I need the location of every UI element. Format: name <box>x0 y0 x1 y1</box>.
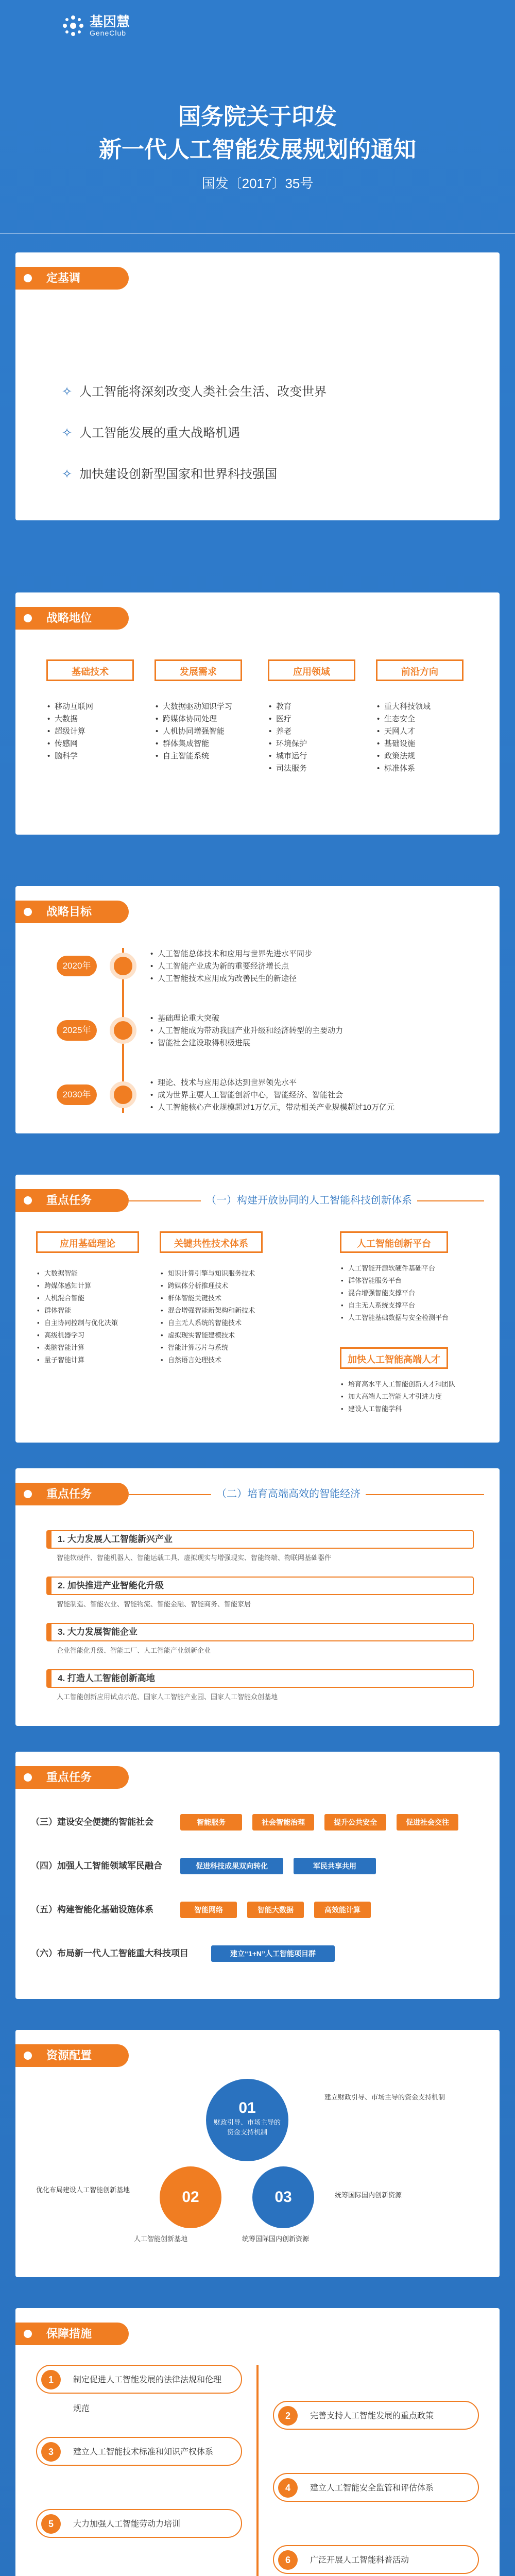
list-item: • 司法服务 <box>268 762 307 775</box>
task-tag: 社会智能治理 <box>252 1814 314 1831</box>
header <box>0 0 515 268</box>
task-bar: 4. 打造人工智能创新高地 <box>46 1669 474 1688</box>
step-item <box>36 2509 242 2538</box>
title-line1: 国务院关于印发 <box>178 104 337 129</box>
section-subtitle: （二）培育高端高效的智能经济 <box>211 1484 366 1504</box>
list-item: • 人机协同增强智能 <box>154 725 232 738</box>
list-item: • 混合增强智能支撑平台 <box>340 1287 449 1299</box>
list-item: • 超级计算 <box>46 725 93 738</box>
list-item: • 脑科学 <box>46 750 93 762</box>
year-label: 2030年 <box>57 1084 97 1105</box>
section-title: 战略目标 <box>15 901 129 923</box>
timeline-dot <box>110 1081 136 1108</box>
list-item: • 虚拟现实智能建模技术 <box>160 1329 255 1342</box>
list-item: • 知识计算引擎与知识服务技术 <box>160 1267 255 1280</box>
list-item: • 天网人才 <box>376 725 431 738</box>
node-label: 统筹国际国内创新资源 <box>242 2235 310 2243</box>
list-item: • 自主无人系统支撑平台 <box>340 1299 449 1312</box>
section-title: 保障措施 <box>15 2323 129 2345</box>
list-item: • 量子智能计算 <box>36 1354 118 1366</box>
task-tag: 智能大数据 <box>247 1902 304 1918</box>
col-list <box>46 701 93 762</box>
center-circle <box>206 2079 288 2161</box>
col-head: 发展需求 <box>154 659 242 681</box>
tone-item: ✧ 人工智能发展的重大战略机遇 <box>62 422 240 440</box>
list-item: • 跨媒体感知计算 <box>36 1280 118 1292</box>
node-circle: 02 <box>160 2166 221 2228</box>
col-list <box>376 701 431 775</box>
list-item: • 成为世界主要人工智能创新中心，智能经济、智能社会 <box>149 1089 394 1101</box>
list-item: • 教育 <box>268 701 307 713</box>
step-item <box>273 2473 479 2502</box>
col-head: 应用领域 <box>268 659 355 681</box>
task-row-label: （五）构建智能化基础设施体系 <box>31 1905 153 1914</box>
step-item <box>36 2365 242 2413</box>
list-item: • 类脑智能计算 <box>36 1342 118 1354</box>
list-item: • 人工智能开源软硬件基础平台 <box>340 1262 449 1275</box>
goal-list <box>149 948 312 985</box>
list-item: • 人工智能产业成为新的重要经济增长点 <box>149 960 312 973</box>
year-label: 2020年 <box>57 956 97 976</box>
list-item: • 人工智能技术应用成为改善民生的新途径 <box>149 973 312 985</box>
col-list <box>340 1378 455 1415</box>
task-desc: 智能软硬件、智能机器人、智能运载工具、虚拟现实与增强现实、智能终端、物联网基础器件 <box>57 1554 332 1562</box>
brand-cn: 基因慧 <box>90 14 130 29</box>
section-title: 重点任务 <box>15 1189 129 1212</box>
list-item: • 自主协同控制与优化决策 <box>36 1317 118 1329</box>
step-num: 2 <box>278 2406 298 2426</box>
node-label: 人工智能创新基地 <box>134 2235 188 2243</box>
step-text: 建立人工智能技术标准和知识产权体系 <box>73 2448 214 2456</box>
task-tag: 建立“1+N”人工智能项目群 <box>211 1945 335 1962</box>
list-item: • 理论、技术与应用总体达到世界领先水平 <box>149 1077 394 1089</box>
list-item: • 跨媒体分析推理技术 <box>160 1280 255 1292</box>
section-resources <box>15 2030 500 2277</box>
list-item: • 政策法规 <box>376 750 431 762</box>
section-task-1 <box>15 1175 500 1443</box>
task-bar: 1. 大力发展人工智能新兴产业 <box>46 1530 474 1549</box>
list-item: • 养老 <box>268 725 307 738</box>
list-item: • 自然语言处理技术 <box>160 1354 255 1366</box>
task-tag: 促进科技成果双向转化 <box>180 1858 283 1874</box>
step-num: 3 <box>41 2442 61 2462</box>
col-list <box>154 701 232 762</box>
list-item: • 人工智能基础数据与安全检测平台 <box>340 1312 449 1324</box>
list-item: • 人机混合智能 <box>36 1292 118 1304</box>
step-item <box>273 2545 479 2574</box>
task-row-label: （三）建设安全便捷的智能社会 <box>31 1817 153 1827</box>
list-item: • 混合增强智能新架构和新技术 <box>160 1304 255 1317</box>
list-item: • 群体智能 <box>36 1304 118 1317</box>
section-title: 定基调 <box>15 267 129 290</box>
node-circle: 03 <box>252 2166 314 2228</box>
section-task-2 <box>15 1468 500 1726</box>
timeline-dot <box>110 953 136 979</box>
list-item: • 环境保护 <box>268 738 307 750</box>
section-title: 战略地位 <box>15 607 129 630</box>
goal-list <box>149 1077 394 1114</box>
task-desc: 企业智能化升级、智能工厂、人工智能产业创新企业 <box>57 1647 211 1654</box>
list-item: • 基础设施 <box>376 738 431 750</box>
list-item: • 大数据 <box>46 713 93 725</box>
section-title: 重点任务 <box>15 1483 129 1505</box>
list-item: • 高级机器学习 <box>36 1329 118 1342</box>
col-head: 前沿方向 <box>376 659 464 681</box>
task-tag: 军民共享共用 <box>294 1858 376 1874</box>
col-head: 人工智能创新平台 <box>340 1231 448 1253</box>
col-head: 应用基础理论 <box>36 1231 139 1253</box>
list-item: • 智能计算芯片与系统 <box>160 1342 255 1354</box>
list-item: • 移动互联网 <box>46 701 93 713</box>
list-item: • 跨媒体协同处理 <box>154 713 232 725</box>
list-item: • 标准体系 <box>376 762 431 775</box>
task-tag: 高效能计算 <box>314 1902 371 1918</box>
year-label: 2025年 <box>57 1020 97 1041</box>
col-head: 基础技术 <box>46 659 134 681</box>
task-tag: 促进社会交往 <box>397 1814 458 1831</box>
title-line2: 新一代人工智能发展规划的通知 <box>99 137 416 162</box>
list-item: • 城市运行 <box>268 750 307 762</box>
tone-item: ✧ 人工智能将深刻改变人类社会生活、改变世界 <box>62 381 327 399</box>
list-item: • 群体集成智能 <box>154 738 232 750</box>
task-tag: 提升公共安全 <box>324 1814 386 1831</box>
note-text: 建立财政引导、市场主导的资金支持机制 <box>324 2093 445 2101</box>
list-item: • 群体智能服务平台 <box>340 1275 449 1287</box>
task-bar: 3. 大力发展智能企业 <box>46 1623 474 1641</box>
step-text: 大力加强人工智能劳动力培训 <box>73 2520 181 2529</box>
list-item: • 加大高端人工智能人才引进力度 <box>340 1391 455 1403</box>
list-item: • 基础理论重大突破 <box>149 1012 343 1025</box>
logo-icon <box>62 14 84 37</box>
header-divider <box>0 233 515 234</box>
step-num: 6 <box>278 2550 298 2570</box>
step-item <box>36 2437 242 2466</box>
list-item: • 自主智能系统 <box>154 750 232 762</box>
list-item: • 建设人工智能学科 <box>340 1403 455 1415</box>
center-text: 财政引导、市场主导的资金支持机制 <box>213 2119 281 2136</box>
step-item <box>273 2401 479 2430</box>
list-item: • 传感网 <box>46 738 93 750</box>
step-num: 1 <box>41 2370 61 2389</box>
doc-number: 国发〔2017〕35号 <box>201 176 314 191</box>
col-list <box>160 1267 255 1366</box>
step-text: 完善支持人工智能发展的重点政策 <box>310 2412 434 2420</box>
note-text: 统筹国际国内创新资源 <box>335 2191 402 2199</box>
col-list <box>268 701 307 775</box>
list-item: • 群体智能关键技术 <box>160 1292 255 1304</box>
section-task-3 <box>15 1752 500 1999</box>
timeline-dot <box>110 1017 136 1044</box>
col-list <box>36 1267 118 1366</box>
section-strategic-position <box>15 592 500 835</box>
list-item: • 生态安全 <box>376 713 431 725</box>
goal-list <box>149 1012 343 1049</box>
brand-en: GeneClub <box>90 28 127 37</box>
col-head: 关键共性技术体系 <box>160 1231 263 1253</box>
step-text: 制定促进人工智能发展的法律法规和伦理规范 <box>73 2376 222 2413</box>
step-num: 4 <box>278 2478 298 2498</box>
section-goals <box>15 886 500 1133</box>
task-tag: 智能网络 <box>180 1902 237 1918</box>
col-list <box>340 1262 449 1324</box>
section-tone <box>15 252 500 520</box>
list-item: • 重大科技领域 <box>376 701 431 713</box>
node-number: 01 <box>238 2099 256 2116</box>
section-title: 重点任务 <box>15 1766 129 1789</box>
task-bar: 2. 加快推进产业智能化升级 <box>46 1577 474 1595</box>
tone-item: ✧ 加快建设创新型国家和世界科技强国 <box>62 464 277 482</box>
note-text: 优化布局建设人工智能创新基地 <box>36 2186 130 2194</box>
step-num: 5 <box>41 2514 61 2534</box>
task-row-label: （四）加强人工智能领域军民融合 <box>31 1861 162 1871</box>
task-desc: 智能制造、智能农业、智能物流、智能金融、智能商务、智能家居 <box>57 1600 251 1608</box>
step-text: 广泛开展人工智能科普活动 <box>310 2556 409 2565</box>
list-item: • 大数据智能 <box>36 1267 118 1280</box>
task-tag: 智能服务 <box>180 1814 242 1831</box>
list-item: • 人工智能成为带动我国产业升级和经济转型的主要动力 <box>149 1025 343 1037</box>
list-item: • 培育高水平人工智能创新人才和团队 <box>340 1378 455 1391</box>
list-item: • 智能社会建设取得积极进展 <box>149 1037 343 1049</box>
list-item: • 人工智能核心产业规模超过1万亿元，带动相关产业规模超过10万亿元 <box>149 1101 394 1114</box>
brand-logo <box>62 14 130 37</box>
step-text: 建立人工智能安全监管和评估体系 <box>310 2484 434 2493</box>
list-item: • 大数据驱动知识学习 <box>154 701 232 713</box>
task-row-label: （六）布局新一代人工智能重大科技项目 <box>31 1948 188 1958</box>
section-subtitle: （一）构建开放协同的人工智能科技创新体系 <box>201 1190 417 1211</box>
section-title: 资源配置 <box>15 2044 129 2067</box>
section-safeguards <box>15 2308 500 2576</box>
col-head: 加快人工智能高端人才 <box>340 1347 448 1369</box>
task-desc: 人工智能创新应用试点示范、国家人工智能产业园、国家人工智能众创基地 <box>57 1693 278 1701</box>
timeline-line <box>256 2365 259 2576</box>
list-item: • 医疗 <box>268 713 307 725</box>
list-item: • 人工智能总体技术和应用与世界先进水平同步 <box>149 948 312 960</box>
list-item: • 自主无人系统的智能技术 <box>160 1317 255 1329</box>
